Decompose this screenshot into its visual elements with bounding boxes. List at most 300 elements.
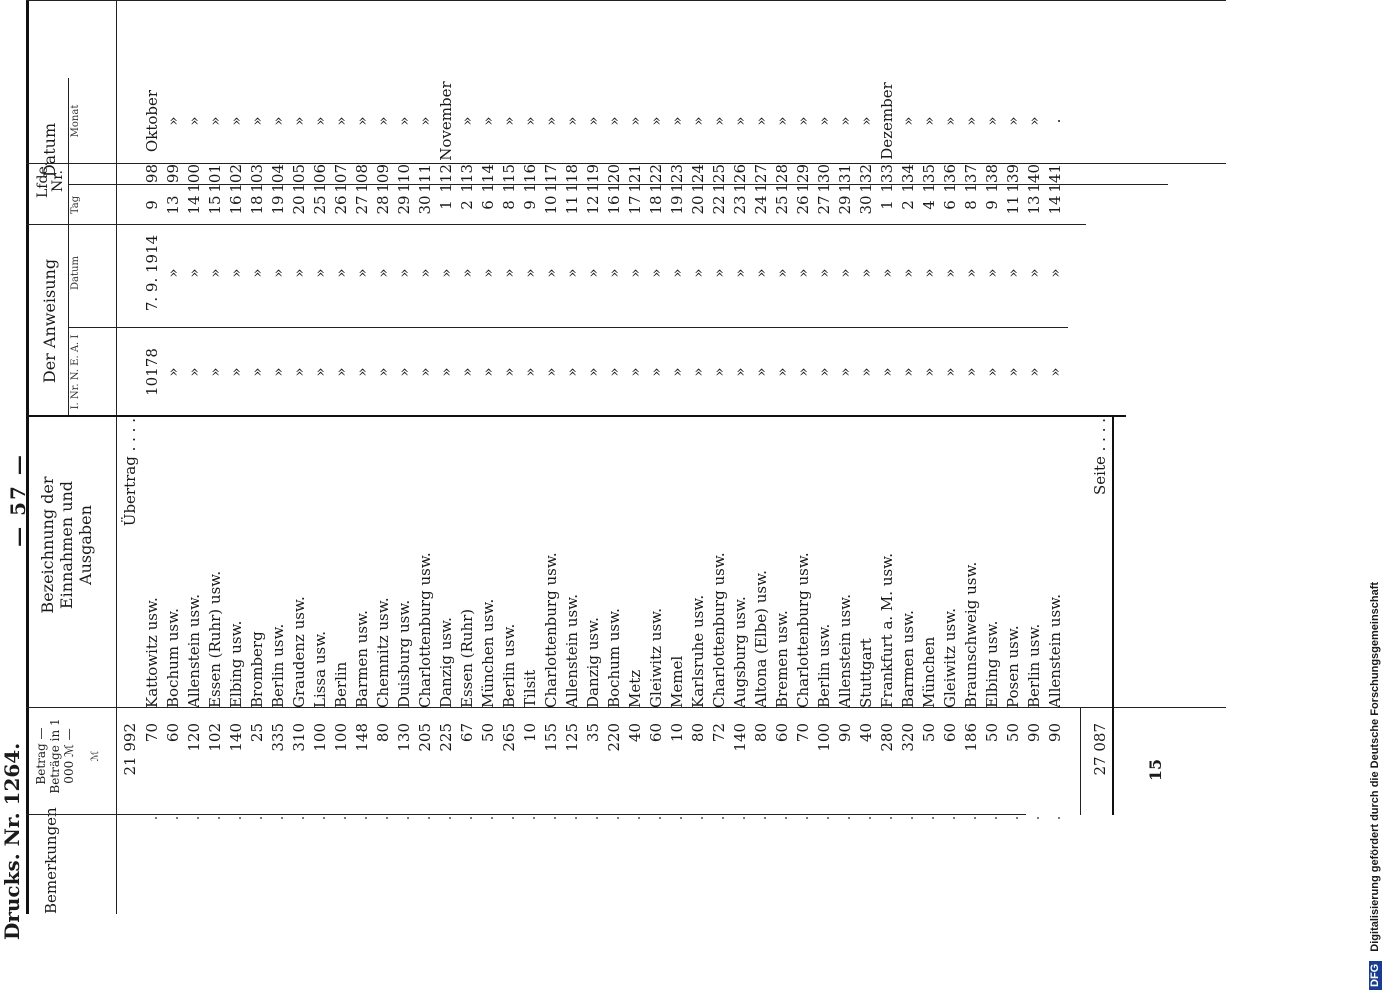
row-description: Altona (Elbe) usw. (752, 570, 770, 708)
row-order-number: » (710, 367, 728, 377)
row-month: » (689, 116, 707, 126)
row-day: 8 (500, 200, 518, 210)
row-order-date: » (353, 268, 371, 278)
row-nr: 122 (647, 164, 665, 193)
row-dot-leader: . (563, 815, 581, 821)
row-dot-leader: . (290, 815, 308, 821)
row-dot-leader: . (941, 815, 959, 821)
row-dot-leader: . (311, 815, 329, 821)
row-description: Berlin usw. (269, 623, 287, 708)
row-order-date: » (458, 268, 476, 278)
row-amount: 10 (668, 723, 686, 743)
page-number: — 57 — (6, 453, 30, 547)
row-dot-leader: . (1046, 815, 1064, 821)
header-anweisung-rule (68, 225, 69, 417)
row-dot-leader: . (332, 815, 350, 821)
row-amount: 140 (227, 723, 245, 752)
row-nr: 127 (752, 164, 770, 193)
row-month: » (206, 116, 224, 126)
uebertrag-row (120, 0, 140, 1000)
row-nr: 132 (857, 164, 875, 193)
row-nr: 140 (1025, 164, 1043, 193)
row-order-date: » (773, 268, 791, 278)
table-row (436, 0, 456, 1000)
row-order-number: » (1004, 367, 1022, 377)
row-month: » (584, 116, 602, 126)
row-day: 1 (878, 200, 896, 210)
row-order-date: » (647, 268, 665, 278)
row-description: Posen usw. (1004, 625, 1022, 708)
row-order-date: » (752, 268, 770, 278)
row-nr: 118 (563, 164, 581, 193)
row-nr: 125 (710, 164, 728, 193)
table-row (667, 0, 687, 1000)
row-order-date: » (542, 268, 560, 278)
row-amount: 50 (983, 723, 1001, 743)
table-row (772, 0, 792, 1000)
row-day: 27 (815, 195, 833, 215)
row-order-date: » (899, 268, 917, 278)
row-order-number: » (353, 367, 371, 377)
row-dot-leader: . (185, 815, 203, 821)
row-day: 4 (920, 200, 938, 210)
row-description: Kattowitz usw. (143, 597, 161, 708)
row-nr: 117 (542, 164, 560, 193)
row-month: » (1004, 116, 1022, 126)
row-month: » (668, 116, 686, 126)
row-order-number: » (521, 367, 539, 377)
row-day: 20 (290, 195, 308, 215)
row-amount: 60 (647, 723, 665, 743)
row-month: » (941, 116, 959, 126)
row-order-date: » (311, 268, 329, 278)
table-row (205, 0, 225, 1000)
table-row (1045, 0, 1065, 1000)
row-day: 13 (1025, 195, 1043, 215)
row-nr: 139 (1004, 164, 1022, 193)
row-dot-leader: . (500, 815, 518, 821)
row-nr: 114 (479, 164, 497, 193)
row-day: 29 (836, 195, 854, 215)
row-order-number: » (332, 367, 350, 377)
row-month: » (248, 116, 266, 126)
row-dot-leader: . (269, 815, 287, 821)
row-day: 17 (626, 195, 644, 215)
row-description: Danzig usw. (437, 617, 455, 708)
row-order-date: » (668, 268, 686, 278)
table-row (268, 0, 288, 1000)
row-order-date: » (878, 268, 896, 278)
row-dot-leader: . (815, 815, 833, 821)
row-nr: 98 (143, 164, 161, 184)
row-amount: 100 (311, 723, 329, 752)
table-row (982, 0, 1002, 1000)
table-row (604, 0, 624, 1000)
row-day: 1 (437, 200, 455, 210)
table-row (856, 0, 876, 1000)
row-day: 16 (605, 195, 623, 215)
row-description: München usw. (479, 598, 497, 708)
row-amount: 100 (332, 723, 350, 752)
table-row (478, 0, 498, 1000)
table-row (751, 0, 771, 1000)
table-row (814, 0, 834, 1000)
row-order-number: » (374, 367, 392, 377)
row-description: Barmen usw. (899, 610, 917, 708)
row-order-date: » (1046, 268, 1064, 278)
row-month: » (332, 116, 350, 126)
row-day: 14 (1046, 195, 1064, 215)
row-month: » (752, 116, 770, 126)
row-dot-leader: . (962, 815, 980, 821)
row-day: 18 (248, 195, 266, 215)
row-month: » (521, 116, 539, 126)
row-nr: 104 (269, 164, 287, 193)
row-description: Lissa usw. (311, 630, 329, 708)
row-order-date: » (521, 268, 539, 278)
row-order-number: » (311, 367, 329, 377)
row-order-number: » (500, 367, 518, 377)
row-order-date: » (1004, 268, 1022, 278)
row-amount: 25 (248, 723, 266, 743)
row-amount: 60 (773, 723, 791, 743)
row-order-date: » (227, 268, 245, 278)
row-order-number: » (458, 367, 476, 377)
row-description: Elbing usw. (227, 620, 245, 708)
row-month: » (710, 116, 728, 126)
table-row (562, 0, 582, 1000)
row-order-number: » (185, 367, 203, 377)
table-top-rule (26, 0, 29, 914)
row-month: » (857, 116, 875, 126)
table-row (520, 0, 540, 1000)
row-day: 14 (185, 195, 203, 215)
row-month: . (1046, 118, 1064, 124)
table-row (415, 0, 435, 1000)
row-amount: 310 (290, 723, 308, 752)
row-order-number: » (248, 367, 266, 377)
row-day: 11 (1004, 195, 1022, 215)
row-day: 26 (794, 195, 812, 215)
row-description: Bromberg (248, 631, 266, 708)
header-bezeichnung: Bezeichnung der Einnahmen und Ausgaben (38, 476, 95, 614)
row-dot-leader: . (626, 815, 644, 821)
row-nr: 137 (962, 164, 980, 193)
table-row (877, 0, 897, 1000)
row-month: » (962, 116, 980, 126)
row-nr: 111 (416, 164, 434, 193)
row-order-date: » (269, 268, 287, 278)
row-month: » (815, 116, 833, 126)
row-amount: 335 (269, 723, 287, 752)
row-day: 24 (752, 195, 770, 215)
row-amount: 40 (626, 723, 644, 743)
row-order-number: » (395, 367, 413, 377)
row-month: November (437, 81, 455, 161)
row-dot-leader: . (584, 815, 602, 821)
row-order-number: » (269, 367, 287, 377)
row-dot-leader: . (899, 815, 917, 821)
seite-label: Seite . . . . (1091, 418, 1109, 495)
row-amount: 100 (815, 723, 833, 752)
table-row (625, 0, 645, 1000)
row-amount: 225 (437, 723, 455, 752)
row-order-number: » (647, 367, 665, 377)
row-nr: 105 (290, 164, 308, 193)
row-order-number: » (437, 367, 455, 377)
row-dot-leader: . (1025, 815, 1043, 821)
row-dot-leader: . (752, 815, 770, 821)
table-bottom-rule (1112, 417, 1114, 815)
row-nr: 136 (941, 164, 959, 193)
table-row (688, 0, 708, 1000)
row-amount: 10 (521, 723, 539, 743)
row-dot-leader: . (416, 815, 434, 821)
row-day: 13 (164, 195, 182, 215)
row-description: Essen (Ruhr) (458, 608, 476, 708)
row-order-date: » (710, 268, 728, 278)
row-month: » (164, 116, 182, 126)
row-order-date: » (794, 268, 812, 278)
row-description: Braunschweig usw. (962, 561, 980, 708)
row-amount: 140 (731, 723, 749, 752)
table-row (499, 0, 519, 1000)
row-month: » (269, 116, 287, 126)
row-day: 2 (458, 200, 476, 210)
row-month: » (626, 116, 644, 126)
row-description: Karlsruhe usw. (689, 594, 707, 708)
row-amount: 102 (206, 723, 224, 752)
row-order-date: » (731, 268, 749, 278)
row-dot-leader: . (668, 815, 686, 821)
row-amount: 35 (584, 723, 602, 743)
row-nr: 131 (836, 164, 854, 193)
row-amount: 90 (1025, 723, 1043, 743)
row-nr: 133 (878, 164, 896, 193)
seite-value: 27 087 (1091, 723, 1109, 776)
row-amount: 148 (353, 723, 371, 752)
header-tag: Tag (70, 195, 81, 215)
row-month: » (542, 116, 560, 126)
row-nr: 101 (206, 164, 224, 193)
row-order-date: » (290, 268, 308, 278)
row-month: Dezember (878, 82, 896, 160)
row-day: 16 (227, 195, 245, 215)
row-amount: 120 (185, 723, 203, 752)
row-nr: 120 (605, 164, 623, 193)
dfg-side-note (1369, 0, 1382, 990)
row-day: 9 (143, 200, 161, 210)
row-amount: 70 (794, 723, 812, 743)
table-row (961, 0, 981, 1000)
row-order-date: » (605, 268, 623, 278)
row-amount: 90 (836, 723, 854, 743)
row-description: Barmen usw. (353, 610, 371, 708)
row-month: » (311, 116, 329, 126)
row-amount: 50 (479, 723, 497, 743)
row-description: Graudenz usw. (290, 596, 308, 708)
table-row (184, 0, 204, 1000)
row-amount: 205 (416, 723, 434, 752)
row-day: 6 (479, 200, 497, 210)
header-anweisung-nr: I. Nr. N. E. A. I (70, 334, 81, 410)
row-order-number: » (1025, 367, 1043, 377)
row-amount: 60 (164, 723, 182, 743)
row-nr: 135 (920, 164, 938, 193)
row-amount: 320 (899, 723, 917, 752)
table-row (1003, 0, 1023, 1000)
table-row (310, 0, 330, 1000)
table-row (835, 0, 855, 1000)
row-amount: 50 (1004, 723, 1022, 743)
row-order-number: » (983, 367, 1001, 377)
row-order-date: » (920, 268, 938, 278)
table-row (226, 0, 246, 1000)
row-dot-leader: . (542, 815, 560, 821)
row-day: 30 (857, 195, 875, 215)
dfg-note-text: Digitalisierung gefördert durch die Deutsche Forschungsgemeinschaft (1369, 581, 1381, 952)
row-day: 12 (584, 195, 602, 215)
row-nr: 99 (164, 164, 182, 184)
row-day: 26 (332, 195, 350, 215)
header-lfde-nr: Lfde. Nr. (35, 161, 66, 198)
row-order-number: » (479, 367, 497, 377)
row-amount: 40 (857, 723, 875, 743)
row-description: Berlin usw. (815, 623, 833, 708)
row-order-number: » (668, 367, 686, 377)
row-dot-leader: . (983, 815, 1001, 821)
row-month: » (374, 116, 392, 126)
row-amount: 155 (542, 723, 560, 752)
row-order-number: » (542, 367, 560, 377)
row-day: 6 (941, 200, 959, 210)
row-month: » (1025, 116, 1043, 126)
row-order-number: » (836, 367, 854, 377)
row-dot-leader: . (689, 815, 707, 821)
row-day: 22 (710, 195, 728, 215)
row-month: » (794, 116, 812, 126)
row-nr: 100 (185, 164, 203, 193)
row-description: Allenstein usw. (563, 594, 581, 708)
header-bottom-rule (116, 0, 117, 914)
row-day: 28 (374, 195, 392, 215)
table-row (142, 0, 162, 1000)
row-description: Metz (626, 669, 644, 708)
row-month: » (563, 116, 581, 126)
row-amount: 265 (500, 723, 518, 752)
row-amount: 50 (920, 723, 938, 743)
table-row (163, 0, 183, 1000)
row-order-date: » (941, 268, 959, 278)
table-row (394, 0, 414, 1000)
row-amount: 125 (563, 723, 581, 752)
document-reference: Drucks. Nr. 1264. (0, 742, 24, 940)
row-order-number: » (1046, 367, 1064, 377)
row-order-number: » (689, 367, 707, 377)
row-order-number: » (290, 367, 308, 377)
row-order-date: » (332, 268, 350, 278)
row-dot-leader: . (248, 815, 266, 821)
table-row (919, 0, 939, 1000)
row-description: Allenstein usw. (1046, 594, 1064, 708)
header-anweisung: Der Anweisung (40, 258, 59, 384)
seite-row (1090, 0, 1110, 1000)
row-amount: 72 (710, 723, 728, 743)
row-month: » (605, 116, 623, 126)
row-month: » (395, 116, 413, 126)
row-order-number: » (773, 367, 791, 377)
row-order-number: » (605, 367, 623, 377)
row-amount: 60 (941, 723, 959, 743)
row-nr: 126 (731, 164, 749, 193)
row-month: Oktober (143, 89, 161, 153)
row-nr: 130 (815, 164, 833, 193)
dfg-logo: DFG (1369, 961, 1382, 990)
table-row (940, 0, 960, 1000)
row-dot-leader: . (143, 815, 161, 821)
row-dot-leader: . (647, 815, 665, 821)
row-description: Stuttgart (857, 638, 875, 708)
row-day: 15 (206, 195, 224, 215)
table-row (289, 0, 309, 1000)
row-order-number: » (206, 367, 224, 377)
row-day: 25 (773, 195, 791, 215)
row-day: 11 (563, 195, 581, 215)
row-order-date: » (185, 268, 203, 278)
row-order-date: » (626, 268, 644, 278)
row-description: Bochum usw. (164, 608, 182, 708)
row-description: Berlin usw. (1025, 623, 1043, 708)
row-month: » (899, 116, 917, 126)
row-order-date: » (857, 268, 875, 278)
row-description: Berlin (332, 661, 350, 708)
uebertrag-label: Übertrag . . . . (121, 418, 139, 527)
row-description: Gleiwitz usw. (941, 608, 959, 708)
row-order-number: » (752, 367, 770, 377)
row-month: » (647, 116, 665, 126)
row-nr: 107 (332, 164, 350, 193)
row-nr: 112 (437, 164, 455, 193)
row-order-date: » (836, 268, 854, 278)
row-day: 9 (983, 200, 1001, 210)
row-dot-leader: . (164, 815, 182, 821)
row-day: 29 (395, 195, 413, 215)
row-month: » (920, 116, 938, 126)
header-datum-rule (68, 78, 69, 225)
row-order-number: » (626, 367, 644, 377)
row-description: Allenstein usw. (185, 594, 203, 708)
row-month: » (500, 116, 518, 126)
row-description: Berlin usw. (500, 623, 518, 708)
header-betrag-unit: ℳ (90, 750, 101, 762)
table-row (709, 0, 729, 1000)
row-order-date: » (164, 268, 182, 278)
row-nr: 121 (626, 164, 644, 193)
row-day: 27 (353, 195, 371, 215)
row-day: 10 (542, 195, 560, 215)
table-row (646, 0, 666, 1000)
row-amount: 280 (878, 723, 896, 752)
row-order-number: » (794, 367, 812, 377)
row-dot-leader: . (731, 815, 749, 821)
row-dot-leader: . (773, 815, 791, 821)
row-month: » (185, 116, 203, 126)
row-amount: 80 (752, 723, 770, 743)
row-nr: 128 (773, 164, 791, 193)
row-day: 25 (311, 195, 329, 215)
header-betrag: Betrag — Beträge in 1 000 ℳ — (34, 718, 76, 794)
row-order-number: » (962, 367, 980, 377)
